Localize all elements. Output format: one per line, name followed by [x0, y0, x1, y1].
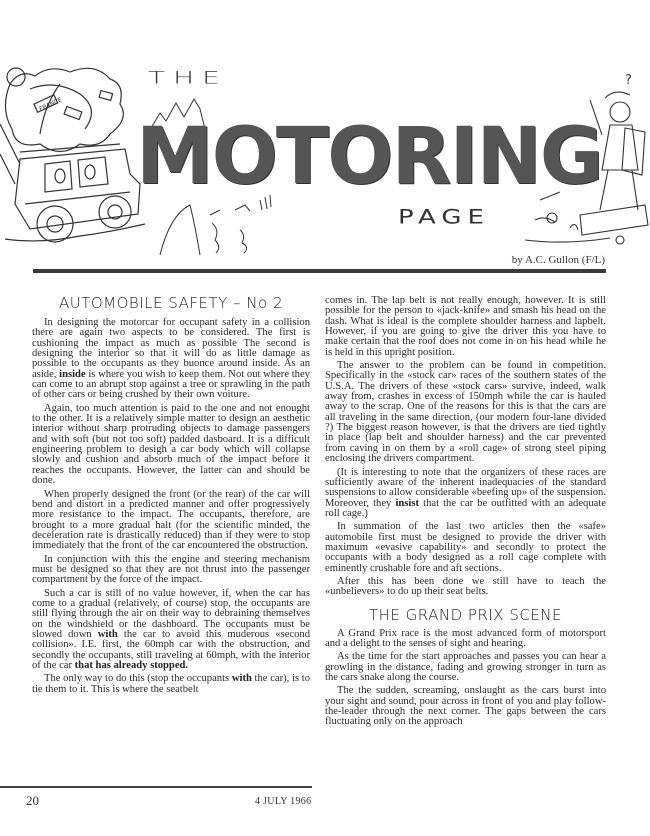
article-paragraph: The only way to do this (stop the occupants with the car), is to tie them to it. This is where the seatbelt — [32, 673, 310, 695]
issue-date: 4 JULY 1966 — [255, 796, 312, 807]
byline: by A.C. Gullon (F/L) — [511, 254, 605, 266]
article-paragraph: A Grand Prix race is the most advanced form of motorsport and a delight to the senses of sight and hearing. — [325, 627, 606, 649]
header-divider — [33, 269, 606, 273]
article-paragraph: When properly designed the front (or the rear) of the car will bend and distort in a predicted manner and offer progressively more resistance to the impact. The occupants, therefore, are brought to a more gradual halt (for the scientific minded, the deceleration rate is drastically reduced) than if they were to stop immediately that the front of the car encountered the obstruction. — [32, 488, 310, 552]
article-paragraph: After this has been done we still have to teach the «unbelievers» to do up their seat belts. — [325, 575, 606, 598]
overloaded-car-illustration — [0, 64, 150, 254]
confused-mechanic-illustration — [520, 70, 650, 250]
svg-text:?: ? — [625, 73, 632, 88]
footer-divider — [0, 786, 312, 788]
title-the: THE — [148, 68, 228, 88]
article-paragraph: As the time for the start approaches and passes you can hear a growling in the distance, fading and growing stronger in turn as the cars snake along the course. — [325, 651, 606, 683]
article-paragraph: The the sudden, screaming, onslaught as the cars burst into your sight and sound, pour across in front of you and play follow-the-leader through the next corner. The gaps between the cars fluctuating only on the approach — [325, 685, 606, 728]
page-number: 20 — [26, 793, 39, 808]
article-paragraph: In conjunction with this the engine and steering mechanism must be designed so that they are not thrust into the passenger compartment by the force of the impact. — [32, 553, 310, 586]
svg-text:FRANCE: FRANCE — [38, 96, 63, 113]
article-paragraph: (It is interesting to note that the organizers of these races are sufficiently aware of the inherent inadequacies of the standard suspensions to allow considerable «beefing up» of the suspension. Moreover, they insist that the car be outfitted with an adequate roll cage.) — [325, 466, 606, 519]
cliff-road-illustration — [150, 185, 300, 255]
title-motoring: MOTORING — [136, 112, 602, 202]
article-heading-grand-prix: THE GRAND PRIX SCENE — [368, 605, 563, 624]
article-paragraph: In summation of the last two articles then the «safe» automobile first must be designed to provide the driver with maximum «evasive capability» and secondly to protect the occupants with a body designed as a roll cage complete with eminently crushable fore and aft sections. — [325, 521, 606, 574]
article-paragraph: In designing the motorcar for occupant safety in a collision there are again two aspects to be considered. The first is cushioning the impact as much as possible The second is designing the interior so that it will do as little damage as possible to the occupants as they buonce around inside. As an aside, inside is where you wish to keep them. Not out where they can come to an abrupt stop against a tree or sprawling in the path of other cars or being crushed by their own voiture. — [32, 317, 310, 401]
title-page: PAGE — [398, 206, 490, 229]
column-left — [32, 292, 310, 698]
article-paragraph: Again, too much attention is paid to the one and not enought to the other. It is a relatively simple matter to design an aesthetic interior without sharp protruding objects to damage passengers and with soft (but not too soft) padded dasboard. It is a difficult engineering problem to desigh a car body which will collapse slowly and cushion and absorb much of the impact before it reaches the occupants. However, the latter can and should be done. — [32, 402, 310, 487]
article-paragraph: Such a car is still of no value however, if, when the car has come to a gradual (relatively, of course) stop, the occupants are still flying through the air on their way to debraining themselves on the windshield or the dashboard. The occupants must be slowed down with the car to avoid this muderous «second collision». I.E. first, the 60mph car with the obstruction, and secondly the occupants, still traveling at 60mph, with the interior of the car that has already stopped. — [32, 587, 310, 671]
article-paragraph: The answer to the problem can be found in competition. Specifically in the «stock car» races of the southern states of the U.S.A. The drivers of these «stock cars» survive, indeed, walk away from, crashes in excess of 150mph while the car is hauled away to the scrap. One of the reasons for this is that the cars are all traveling in the same direction, (our modern four-lane divided ?) The biggest reason however, is that the drivers are tied tightly in place (lap belt and shoulder harness) and the car prevented from caving in on them by a «roll cage» of strong steel piping enclosing the drivers compartment. — [325, 360, 606, 465]
article-heading-automobile-safety: AUTOMOBILE SAFETY – No 2 — [58, 294, 284, 312]
column-right — [325, 296, 606, 731]
article-paragraph-continued: comes in. The lap belt is not really enough, however. It is still possible for the person to «jack-knife» and smash his head on the dash. What is ideal is the complete shoulder harness and lapbelt. However, if you are going to give the driver this you have to make certain that the roof does not come in on his head while he is held in this upright position. — [325, 295, 606, 358]
